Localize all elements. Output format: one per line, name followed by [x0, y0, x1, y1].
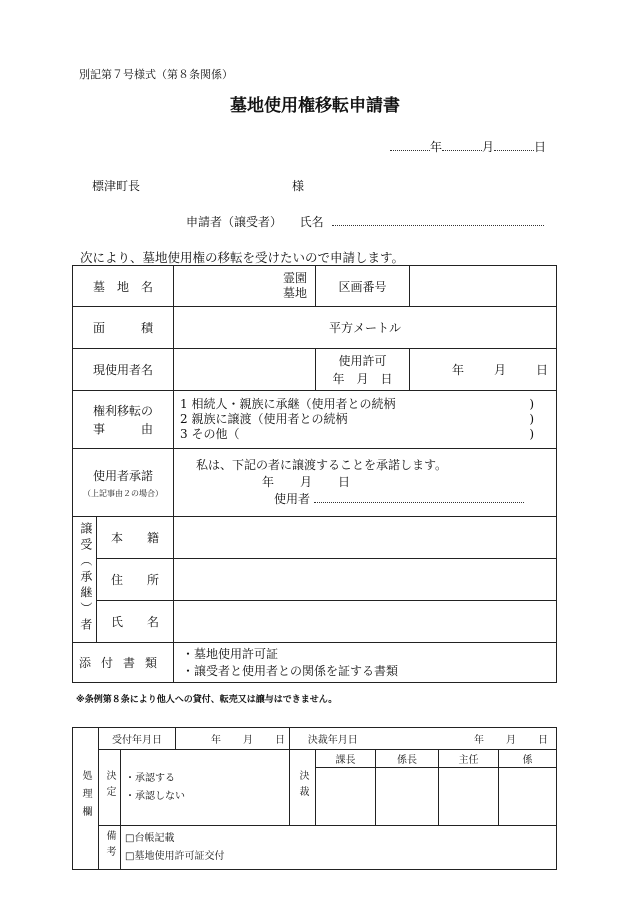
reason-field[interactable]	[174, 391, 557, 449]
domicile-label: 本 籍	[97, 517, 174, 559]
applicant-label: 申請者（譲受者）	[186, 215, 283, 229]
footnote: ※条例第８条により他人への貸付、転売又は譲与はできません。	[76, 695, 338, 705]
page-title: 墓地使用権移転申請書	[230, 96, 400, 116]
office-processing-table	[72, 727, 557, 870]
attachments-label: 添付書類	[73, 643, 174, 683]
stamp-staff[interactable]	[499, 768, 557, 826]
address-field[interactable]	[174, 559, 557, 601]
address-label: 住 所	[97, 559, 174, 601]
reason-3-close: )	[529, 427, 535, 441]
area-label: 面 積	[73, 307, 174, 349]
applicant-name-label: 氏名	[299, 215, 324, 229]
reason-2-close: )	[529, 412, 535, 426]
permit-year: 年	[451, 363, 464, 377]
grave-type-bochi: 墓地	[283, 286, 308, 300]
received-date-field[interactable]: 年 月 日	[176, 728, 290, 750]
grave-label: 墓 地 名	[73, 266, 174, 307]
role-subsection-chief: 係長	[376, 750, 439, 768]
consent-label-text: 使用者承諾	[93, 468, 154, 483]
reason-label-2: 事 由	[93, 421, 154, 436]
consent-user-field[interactable]	[314, 492, 524, 503]
current-user-field[interactable]	[174, 349, 316, 391]
role-section-chief: 課長	[316, 750, 376, 768]
remarks-label: 備考	[99, 826, 121, 870]
permit-label-2: 年 月 日	[332, 371, 393, 386]
decision-approve[interactable]: ・承認する	[125, 772, 175, 784]
applicant-name-field[interactable]	[332, 215, 544, 226]
decision-label: 決定	[99, 750, 121, 826]
area-unit: 平方メートル	[329, 321, 402, 335]
permit-month: 月	[493, 363, 506, 377]
name-field[interactable]	[174, 601, 557, 643]
decision-date-field[interactable]: 年 月 日	[376, 728, 557, 750]
application-date	[390, 138, 546, 155]
decision-date-label: 決裁年月日	[290, 728, 376, 750]
remark-ledger-checkbox[interactable]: □台帳記載	[125, 832, 175, 844]
grave-name-field[interactable]	[174, 266, 316, 307]
role-supervisor: 主任	[439, 750, 499, 768]
transferee-group-text: 譲受（承継）者	[78, 522, 93, 634]
decision-options	[121, 750, 290, 826]
stamp-supervisor[interactable]	[439, 768, 499, 826]
reason-3: 3 その他（	[180, 427, 240, 441]
addressee-honorific: 様	[292, 179, 305, 193]
area-field[interactable]	[174, 307, 557, 349]
approval-label: 決裁	[290, 750, 316, 826]
consent-user	[196, 491, 556, 508]
attachments-list	[174, 643, 557, 683]
role-staff: 係	[499, 750, 557, 768]
permit-label-1: 使用許可	[338, 353, 387, 368]
stamp-section-chief[interactable]	[316, 768, 376, 826]
applicant-line	[186, 213, 544, 230]
section-number-field[interactable]	[410, 266, 557, 307]
application-table	[72, 265, 557, 683]
attachment-item: ・譲受者と使用者との関係を証する書類	[182, 663, 399, 678]
reason-label-1: 権利移転の	[93, 403, 154, 418]
processing-section-label: 処理欄	[73, 728, 99, 870]
consent-label	[73, 449, 174, 517]
current-user-label: 現使用者名	[73, 349, 174, 391]
grave-type-reien: 霊園	[283, 271, 308, 285]
day-label: 日	[534, 140, 547, 154]
consent-sub-text: （上記事由２の場合）	[83, 488, 163, 498]
consent-date: 年 月 日	[262, 475, 351, 489]
lead-text: 次により、墓地使用権の移転を受けたいので申請します。	[80, 250, 405, 265]
remarks-list	[121, 826, 557, 870]
transferee-group-label	[73, 517, 97, 643]
month-label: 月	[482, 140, 495, 154]
consent-field[interactable]	[174, 449, 557, 517]
section-label: 区画番号	[316, 266, 410, 307]
reason-1: 1 相続人・親族に承継（使用者との続柄	[180, 397, 396, 411]
domicile-field[interactable]	[174, 517, 557, 559]
received-date-label: 受付年月日	[99, 728, 176, 750]
permit-date-field[interactable]	[410, 349, 557, 391]
remark-permit-checkbox[interactable]: □墓地使用許可証交付	[125, 850, 225, 862]
year-label: 年	[430, 140, 443, 154]
reason-label	[73, 391, 174, 449]
reason-2: 2 親族に譲渡（使用者との続柄	[180, 412, 348, 426]
permit-day: 日	[536, 363, 549, 377]
permit-date-label	[316, 349, 410, 391]
name-label: 氏 名	[97, 601, 174, 643]
form-id: 別記第７号様式（第８条関係）	[79, 68, 233, 81]
stamp-subsection-chief[interactable]	[376, 768, 439, 826]
addressee-name: 標津町長	[92, 179, 141, 193]
consent-user-label: 使用者	[274, 492, 311, 506]
reason-1-close: )	[529, 397, 535, 411]
decision-reject[interactable]: ・承認しない	[125, 790, 185, 802]
consent-text: 私は、下記の者に譲渡することを承諾します。	[196, 458, 448, 472]
attachment-item: ・墓地使用許可証	[182, 646, 279, 661]
